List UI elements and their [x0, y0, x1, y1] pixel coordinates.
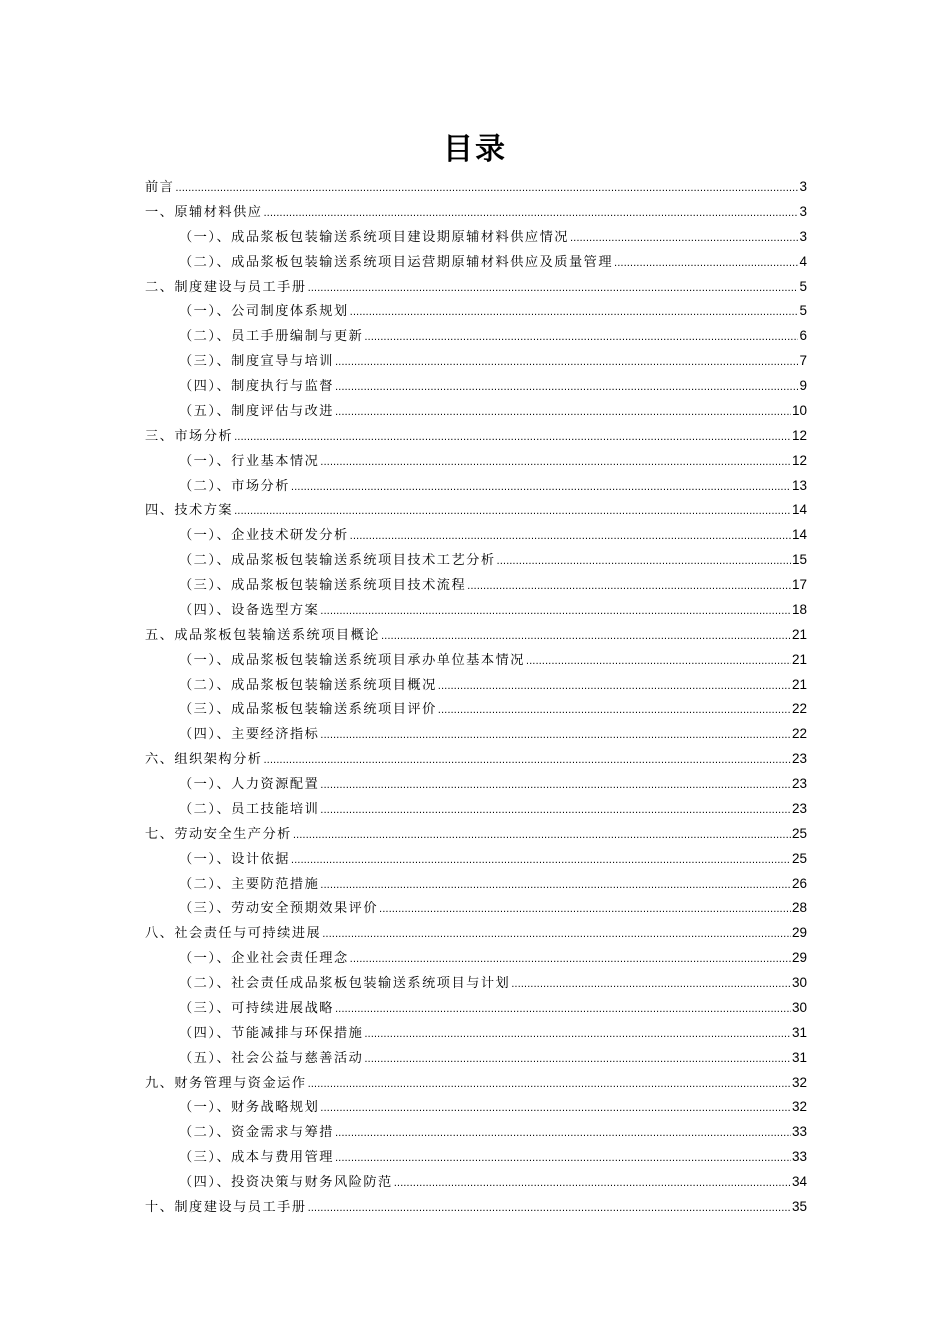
- toc-page-number: 21: [791, 626, 807, 642]
- table-of-contents: [145, 176, 807, 1221]
- toc-dot-leader: [320, 603, 791, 618]
- toc-subentry[interactable]: [145, 450, 807, 475]
- toc-subentry[interactable]: [145, 798, 807, 823]
- toc-dot-leader: [335, 404, 791, 419]
- toc-page-number: 17: [791, 577, 807, 592]
- toc-dot-leader: [308, 1076, 791, 1091]
- toc-entry-text: （四）、投资决策与财务风险防范: [179, 1175, 393, 1190]
- toc-dot-leader: [264, 752, 791, 767]
- toc-dot-leader: [320, 802, 791, 817]
- toc-subentry[interactable]: [145, 524, 807, 549]
- toc-subentry[interactable]: [145, 1047, 807, 1072]
- toc-subentry[interactable]: [145, 350, 807, 375]
- toc-dot-leader: [308, 280, 799, 295]
- toc-dot-leader: [291, 852, 791, 867]
- toc-entry-text: 六、组织架构分析: [145, 752, 263, 768]
- toc-page-number: 25: [791, 850, 807, 866]
- toc-entry-text: （一）、设计依据: [179, 851, 290, 867]
- toc-page-number: 4: [799, 253, 807, 269]
- toc-dot-leader: [438, 678, 791, 693]
- toc-dot-leader: [364, 1026, 791, 1041]
- toc-entry[interactable]: [145, 624, 807, 649]
- toc-subentry[interactable]: [145, 574, 807, 599]
- toc-dot-leader: [335, 379, 799, 394]
- toc-entry-text: （二）、资金需求与筹措: [179, 1125, 334, 1141]
- toc-dot-leader: [320, 877, 791, 892]
- toc-dot-leader: [293, 827, 791, 842]
- toc-subentry[interactable]: [145, 226, 807, 251]
- toc-entry-text: 八、社会责任与可持续进展: [145, 926, 322, 942]
- toc-dot-leader: [467, 578, 791, 593]
- toc-entry[interactable]: [145, 276, 807, 301]
- toc-subentry[interactable]: [145, 1146, 807, 1171]
- toc-subentry[interactable]: [145, 773, 807, 798]
- toc-page-number: 23: [791, 776, 807, 791]
- toc-dot-leader: [350, 951, 791, 966]
- toc-subentry[interactable]: [145, 1096, 807, 1121]
- toc-page-number: 3: [799, 228, 807, 244]
- toc-subentry[interactable]: [145, 375, 807, 400]
- toc-entry-text: 九、财务管理与资金运作: [145, 1075, 307, 1091]
- toc-entry[interactable]: [145, 922, 807, 947]
- toc-page-number: 25: [791, 825, 807, 841]
- toc-dot-leader: [291, 479, 791, 494]
- toc-entry-text: （五）、社会公益与慈善活动: [179, 1050, 364, 1066]
- toc-entry[interactable]: [145, 748, 807, 773]
- toc-subentry[interactable]: [145, 400, 807, 425]
- toc-dot-leader: [364, 1051, 791, 1066]
- toc-subentry[interactable]: [145, 997, 807, 1022]
- toc-entry-text: （四）、制度执行与监督: [179, 379, 334, 394]
- toc-dot-leader: [438, 702, 791, 717]
- toc-subentry[interactable]: [145, 649, 807, 674]
- toc-entry[interactable]: [145, 1196, 807, 1221]
- toc-dot-leader: [335, 1001, 791, 1016]
- toc-page-number: 29: [791, 950, 807, 966]
- toc-page-number: 5: [799, 303, 807, 319]
- toc-dot-leader: [322, 926, 791, 941]
- toc-entry-text: 五、成品浆板包装输送系统项目概论: [145, 627, 380, 643]
- toc-dot-leader: [526, 653, 791, 668]
- toc-entry-text: 十、制度建设与员工手册: [145, 1199, 307, 1215]
- toc-page-number: 21: [791, 676, 807, 692]
- toc-page-number: 9: [799, 378, 807, 393]
- toc-entry-text: （三）、成品浆板包装输送系统项目评价: [179, 702, 437, 718]
- toc-entry[interactable]: [145, 176, 807, 201]
- toc-subentry[interactable]: [145, 848, 807, 873]
- toc-dot-leader: [175, 180, 798, 195]
- toc-entry-text: 四、技术方案: [145, 503, 234, 519]
- toc-dot-leader: [614, 255, 798, 270]
- toc-dot-leader: [364, 329, 798, 344]
- toc-entry[interactable]: [145, 201, 807, 226]
- toc-entry[interactable]: [145, 823, 807, 848]
- page-title: 目录: [443, 132, 507, 167]
- toc-dot-leader: [350, 304, 799, 319]
- toc-entry-text: 三、市场分析: [145, 428, 234, 444]
- toc-entry-text: （二）、员工技能培训: [179, 801, 320, 817]
- toc-dot-leader: [381, 628, 791, 643]
- toc-subentry[interactable]: [145, 972, 807, 997]
- toc-page-number: 12: [791, 427, 807, 443]
- toc-entry-text: （一）、企业技术研发分析: [179, 528, 349, 544]
- toc-entry-text: （三）、可持续进展战略: [179, 1000, 334, 1016]
- toc-dot-leader: [320, 727, 791, 742]
- toc-entry-text: （四）、主要经济指标: [179, 727, 320, 743]
- toc-entry-text: （一）、成品浆板包装输送系统项目建设期原辅材料供应情况: [179, 229, 569, 245]
- toc-entry-text: （一）、行业基本情况: [179, 453, 320, 469]
- toc-dot-leader: [497, 553, 791, 568]
- toc-page-number: 31: [791, 1049, 807, 1065]
- toc-page-number: 5: [799, 278, 807, 294]
- toc-page-number: 3: [799, 179, 807, 194]
- toc-entry-text: （三）、劳动安全预期效果评价: [179, 901, 379, 917]
- toc-subentry[interactable]: [145, 251, 807, 276]
- toc-subentry[interactable]: [145, 897, 807, 922]
- toc-entry-text: （二）、主要防范措施: [179, 876, 320, 892]
- toc-subentry[interactable]: [145, 549, 807, 574]
- toc-dot-leader: [264, 205, 799, 220]
- toc-entry-text: （三）、成品浆板包装输送系统项目技术流程: [179, 578, 467, 593]
- toc-page-number: 22: [791, 701, 807, 717]
- toc-subentry[interactable]: [145, 1121, 807, 1146]
- toc-subentry[interactable]: [145, 947, 807, 972]
- toc-page-number: 33: [791, 1124, 807, 1140]
- toc-page-number: 26: [791, 875, 807, 891]
- toc-page-number: 33: [791, 1149, 807, 1165]
- toc-dot-leader: [511, 976, 791, 991]
- toc-dot-leader: [308, 1200, 791, 1215]
- toc-page-number: 3: [799, 203, 807, 219]
- toc-page-number: 21: [791, 651, 807, 667]
- toc-page-number: 28: [791, 900, 807, 916]
- toc-dot-leader: [335, 354, 799, 369]
- toc-page-number: 14: [791, 502, 807, 518]
- toc-entry-text: （一）、企业社会责任理念: [179, 951, 349, 967]
- toc-page-number: 30: [791, 975, 807, 990]
- toc-entry-text: 二、制度建设与员工手册: [145, 279, 307, 295]
- toc-page-number: 23: [791, 800, 807, 816]
- toc-entry-text: （一）、公司制度体系规划: [179, 304, 349, 320]
- toc-page-number: 12: [791, 452, 807, 468]
- toc-subentry[interactable]: [145, 325, 807, 350]
- toc-page-number: 35: [791, 1198, 807, 1214]
- toc-subentry[interactable]: [145, 723, 807, 748]
- toc-dot-leader: [320, 454, 791, 469]
- toc-subentry[interactable]: [145, 1171, 807, 1196]
- toc-subentry[interactable]: [145, 599, 807, 624]
- toc-dot-leader: [335, 1150, 791, 1165]
- toc-dot-leader: [320, 1100, 791, 1115]
- toc-entry-text: （三）、制度宣导与培训: [179, 354, 334, 370]
- toc-entry-text: （三）、成本与费用管理: [179, 1150, 334, 1166]
- toc-dot-leader: [350, 528, 791, 543]
- toc-page-number: 13: [791, 477, 807, 493]
- toc-entry[interactable]: [145, 499, 807, 524]
- toc-entry-text: （二）、成品浆板包装输送系统项目运营期原辅材料供应及质量管理: [179, 254, 614, 270]
- toc-subentry[interactable]: [145, 1022, 807, 1047]
- toc-entry-text: （二）、市场分析: [179, 478, 290, 494]
- toc-dot-leader: [379, 901, 791, 916]
- toc-entry-text: （四）、设备选型方案: [179, 602, 320, 618]
- toc-page-number: 15: [791, 552, 807, 568]
- toc-entry-text: （一）、财务战略规划: [179, 1100, 320, 1116]
- toc-subentry[interactable]: [145, 300, 807, 325]
- toc-entry[interactable]: [145, 1072, 807, 1097]
- toc-entry-text: （五）、制度评估与改进: [179, 403, 334, 419]
- toc-entry-text: （一）、成品浆板包装输送系统项目承办单位基本情况: [179, 652, 525, 668]
- toc-subentry[interactable]: [145, 698, 807, 723]
- toc-page-number: 23: [791, 751, 807, 767]
- toc-page-number: 34: [791, 1174, 807, 1189]
- toc-entry-text: （二）、成品浆板包装输送系统项目技术工艺分析: [179, 553, 496, 569]
- toc-entry-text: （二）、成品浆板包装输送系统项目概况: [179, 677, 437, 693]
- toc-dot-leader: [234, 429, 791, 444]
- toc-page-number: 32: [791, 1074, 807, 1090]
- toc-dot-leader: [570, 230, 799, 245]
- toc-entry-text: 前言: [145, 180, 175, 195]
- toc-dot-leader: [320, 777, 791, 792]
- toc-page-number: 10: [791, 402, 807, 418]
- toc-entry-text: 七、劳动安全生产分析: [145, 826, 292, 842]
- toc-dot-leader: [234, 503, 791, 518]
- toc-entry-text: （二）、员工手册编制与更新: [179, 329, 364, 345]
- toc-page-number: 14: [791, 527, 807, 543]
- toc-dot-leader: [394, 1175, 791, 1190]
- toc-subentry[interactable]: [145, 475, 807, 500]
- toc-entry-text: （二）、社会责任成品浆板包装输送系统项目与计划: [179, 976, 511, 991]
- toc-entry-text: （一）、人力资源配置: [179, 777, 320, 792]
- toc-entry-text: （四）、节能减排与环保措施: [179, 1025, 364, 1041]
- toc-page-number: 6: [799, 328, 807, 344]
- toc-subentry[interactable]: [145, 674, 807, 699]
- toc-entry[interactable]: [145, 425, 807, 450]
- toc-subentry[interactable]: [145, 873, 807, 898]
- toc-page-number: 7: [799, 353, 807, 369]
- toc-page-number: 18: [791, 601, 807, 617]
- toc-dot-leader: [335, 1125, 791, 1140]
- toc-page-number: 30: [791, 999, 807, 1015]
- toc-page-number: 22: [791, 726, 807, 742]
- toc-page-number: 29: [791, 925, 807, 941]
- toc-entry-text: 一、原辅材料供应: [145, 204, 263, 220]
- toc-page-number: 32: [791, 1099, 807, 1115]
- toc-page-number: 31: [791, 1024, 807, 1040]
